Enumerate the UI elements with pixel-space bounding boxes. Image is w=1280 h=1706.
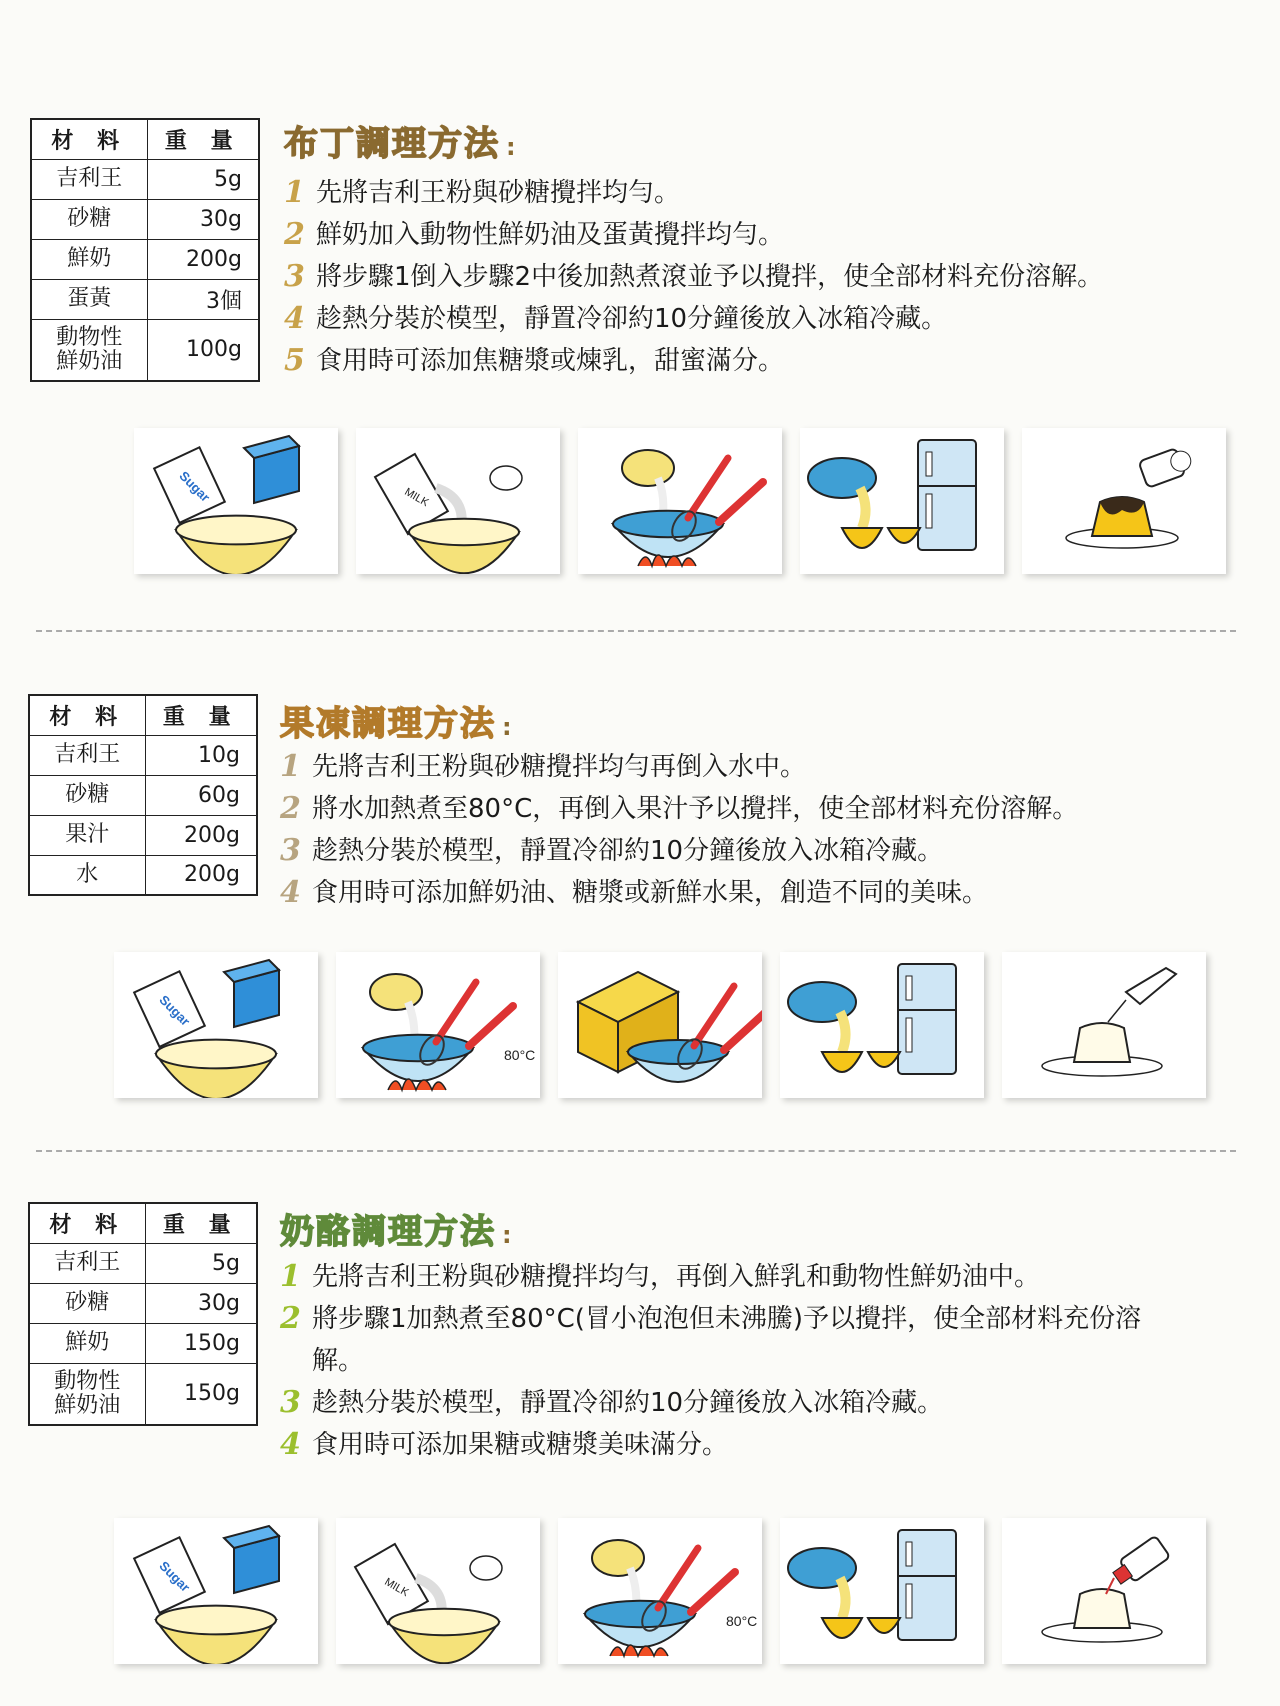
- colon-mark: :: [506, 133, 518, 161]
- svg-text:Sugar: Sugar: [176, 468, 214, 505]
- step-number: 4: [280, 1427, 301, 1462]
- pour-into-molds-fridge-icon-graphic: [800, 428, 1004, 574]
- colon-mark: :: [502, 1221, 514, 1249]
- step-text: 趁熱分裝於模型，靜置冷卻約10分鐘後放入冰箱冷藏。: [312, 836, 944, 866]
- ingredient-name: 水: [29, 855, 145, 895]
- ingredient-name: 砂糖: [31, 199, 147, 239]
- pudding-with-sauce-icon-graphic: [1022, 428, 1226, 574]
- colon-mark: :: [502, 713, 514, 741]
- cheese-title-text: 奶酪調理方法: [280, 1212, 496, 1252]
- pudding-title: [284, 116, 518, 165]
- step-text: 將步驟1倒入步驟2中後加熱煮滾並予以攪拌，使全部材料充份溶解。: [316, 262, 1104, 292]
- ingredient-name: 蛋黃: [31, 279, 147, 319]
- step-item: [280, 788, 1260, 830]
- panna-cotta-syrup-icon: [1002, 1518, 1206, 1664]
- ingredient-weight: 30g: [145, 1283, 257, 1323]
- table-row: [31, 199, 259, 239]
- step-text: 先將吉利王粉與砂糖攪拌均勻，再倒入鮮乳和動物性鮮奶油中。: [312, 1262, 1041, 1292]
- milk-carton-pour-icon: [336, 1518, 540, 1664]
- step-number: 5: [284, 343, 305, 378]
- table-header-ingredient: 材 料: [31, 119, 147, 159]
- table-header-ingredient: 材 料: [29, 695, 145, 735]
- table-row: [29, 1283, 257, 1323]
- jelly-illustrations: [114, 952, 1206, 1098]
- step-item: [284, 214, 1264, 256]
- step-text: 將步驟1加熱煮至80°C(冒小泡泡但未沸騰)予以攪拌，使全部材料充份溶解。: [312, 1304, 1142, 1376]
- sugar-and-gelatin-icon-graphic: [114, 1518, 318, 1664]
- step-number: 1: [284, 175, 305, 210]
- milk-carton-pour-icon: [356, 428, 560, 574]
- juice-carton-pour-icon-graphic: [558, 952, 762, 1098]
- pudding-title-text: 布丁調理方法: [284, 124, 500, 164]
- ingredient-weight: 5g: [147, 159, 259, 199]
- sugar-and-gelatin-icon: [114, 1518, 318, 1664]
- svg-text:80°C: 80°C: [504, 1047, 536, 1063]
- step-item: [284, 340, 1264, 382]
- cheese-steps: [280, 1256, 1240, 1466]
- step-item: [284, 256, 1264, 298]
- heating-pan-80c-icon-graphic: [336, 952, 540, 1098]
- ingredient-weight: 200g: [145, 815, 257, 855]
- step-text: 先將吉利王粉與砂糖攪拌均勻。: [316, 178, 681, 208]
- table-header-weight: 重 量: [145, 1203, 257, 1243]
- ingredient-name: 吉利王: [29, 1243, 145, 1283]
- section-divider: [36, 630, 1236, 632]
- svg-text:80°C: 80°C: [726, 1613, 758, 1629]
- table-header-weight: 重 量: [145, 695, 257, 735]
- svg-text:Sugar: Sugar: [156, 992, 194, 1029]
- ingredient-name: 吉利王: [31, 159, 147, 199]
- table-row: [31, 279, 259, 319]
- ingredient-name: 吉利王: [29, 735, 145, 775]
- step-number: 3: [280, 1385, 301, 1420]
- ingredient-name: 動物性 鮮奶油: [31, 319, 147, 381]
- step-item: [280, 746, 1260, 788]
- pudding-illustrations: [134, 428, 1226, 574]
- ingredient-name: 砂糖: [29, 1283, 145, 1323]
- jelly-title: [280, 696, 514, 745]
- step-number: 4: [284, 301, 305, 336]
- ingredient-weight: 10g: [145, 735, 257, 775]
- jelly-steps: [280, 746, 1260, 914]
- step-item: [280, 1256, 1240, 1298]
- table-row: [29, 735, 257, 775]
- table-row: [31, 239, 259, 279]
- heating-pan-80c-icon: [558, 1518, 762, 1664]
- step-number: 2: [280, 791, 301, 826]
- jelly-ingredient-table: [28, 694, 258, 896]
- table-row: [29, 855, 257, 895]
- step-text: 食用時可添加果糖或糖漿美味滿分。: [312, 1430, 729, 1460]
- jelly-title-text: 果凍調理方法: [280, 704, 496, 744]
- ingredient-name: 動物性 鮮奶油: [29, 1363, 145, 1425]
- pour-into-molds-fridge-icon: [800, 428, 1004, 574]
- table-row: [29, 775, 257, 815]
- ingredient-weight: 30g: [147, 199, 259, 239]
- step-item: [280, 1424, 1240, 1466]
- table-row: [29, 815, 257, 855]
- ingredient-weight: 150g: [145, 1323, 257, 1363]
- pour-into-molds-fridge-icon: [780, 1518, 984, 1664]
- svg-text:MILK: MILK: [402, 485, 431, 510]
- svg-text:MILK: MILK: [382, 1575, 411, 1600]
- table-header-ingredient: 材 料: [29, 1203, 145, 1243]
- pudding-ingredient-table: [30, 118, 260, 382]
- ingredient-weight: 100g: [147, 319, 259, 381]
- cheese-ingredient-table: [28, 1202, 258, 1426]
- table-row: [29, 1243, 257, 1283]
- milk-carton-pour-icon-graphic: [336, 1518, 540, 1664]
- ingredient-name: 砂糖: [29, 775, 145, 815]
- ingredient-weight: 3個: [147, 279, 259, 319]
- table-row: [31, 319, 259, 381]
- sugar-and-gelatin-icon: [134, 428, 338, 574]
- ingredient-weight: 200g: [145, 855, 257, 895]
- cheese-title: [280, 1204, 514, 1253]
- step-item: [280, 1298, 1240, 1382]
- step-item: [280, 1382, 1240, 1424]
- step-text: 食用時可添加焦糖漿或煉乳，甜蜜滿分。: [316, 346, 785, 376]
- step-number: 2: [280, 1301, 301, 1336]
- ingredient-name: 鮮奶: [31, 239, 147, 279]
- sugar-and-gelatin-icon: [114, 952, 318, 1098]
- step-text: 先將吉利王粉與砂糖攪拌均勻再倒入水中。: [312, 752, 807, 782]
- ingredient-weight: 5g: [145, 1243, 257, 1283]
- heating-pan-whisk-icon-graphic: [578, 428, 782, 574]
- ingredient-name: 果汁: [29, 815, 145, 855]
- pour-into-molds-fridge-icon: [780, 952, 984, 1098]
- step-text: 將水加熱煮至80°C，再倒入果汁予以攪拌，使全部材料充份溶解。: [312, 794, 1079, 824]
- step-text: 趁熱分裝於模型，靜置冷卻約10分鐘後放入冰箱冷藏。: [312, 1388, 944, 1418]
- sugar-and-gelatin-icon-graphic: [134, 428, 338, 574]
- ingredient-weight: 200g: [147, 239, 259, 279]
- panna-cotta-syrup-icon-graphic: [1002, 1518, 1206, 1664]
- step-item: [280, 872, 1260, 914]
- pour-into-molds-fridge-icon-graphic: [780, 1518, 984, 1664]
- step-text: 食用時可添加鮮奶油、糖漿或新鮮水果，創造不同的美味。: [312, 878, 989, 908]
- ingredient-weight: 60g: [145, 775, 257, 815]
- table-row: [29, 1323, 257, 1363]
- table-row: [31, 159, 259, 199]
- pudding-steps: [284, 172, 1264, 382]
- sugar-and-gelatin-icon-graphic: [114, 952, 318, 1098]
- heating-pan-80c-icon: [336, 952, 540, 1098]
- milk-carton-pour-icon-graphic: [356, 428, 560, 574]
- cheese-illustrations: [114, 1518, 1206, 1664]
- heating-pan-whisk-icon: [578, 428, 782, 574]
- step-item: [284, 298, 1264, 340]
- step-item: [280, 830, 1260, 872]
- ingredient-weight: 150g: [145, 1363, 257, 1425]
- step-text: 趁熱分裝於模型，靜置冷卻約10分鐘後放入冰箱冷藏。: [316, 304, 948, 334]
- step-text: 鮮奶加入動物性鮮奶油及蛋黃攪拌均勻。: [316, 220, 785, 250]
- heating-pan-80c-icon-graphic: [558, 1518, 762, 1664]
- step-number: 4: [280, 875, 301, 910]
- juice-carton-pour-icon: [558, 952, 762, 1098]
- table-header-weight: 重 量: [147, 119, 259, 159]
- jelly-with-cream-icon: [1002, 952, 1206, 1098]
- step-number: 3: [284, 259, 305, 294]
- pudding-with-sauce-icon: [1022, 428, 1226, 574]
- step-number: 3: [280, 833, 301, 868]
- ingredient-name: 鮮奶: [29, 1323, 145, 1363]
- table-row: [29, 1363, 257, 1425]
- pour-into-molds-fridge-icon-graphic: [780, 952, 984, 1098]
- step-number: 2: [284, 217, 305, 252]
- section-divider: [36, 1150, 1236, 1152]
- step-number: 1: [280, 749, 301, 784]
- jelly-with-cream-icon-graphic: [1002, 952, 1206, 1098]
- step-item: [284, 172, 1264, 214]
- svg-text:Sugar: Sugar: [156, 1558, 194, 1595]
- step-number: 1: [280, 1259, 301, 1294]
